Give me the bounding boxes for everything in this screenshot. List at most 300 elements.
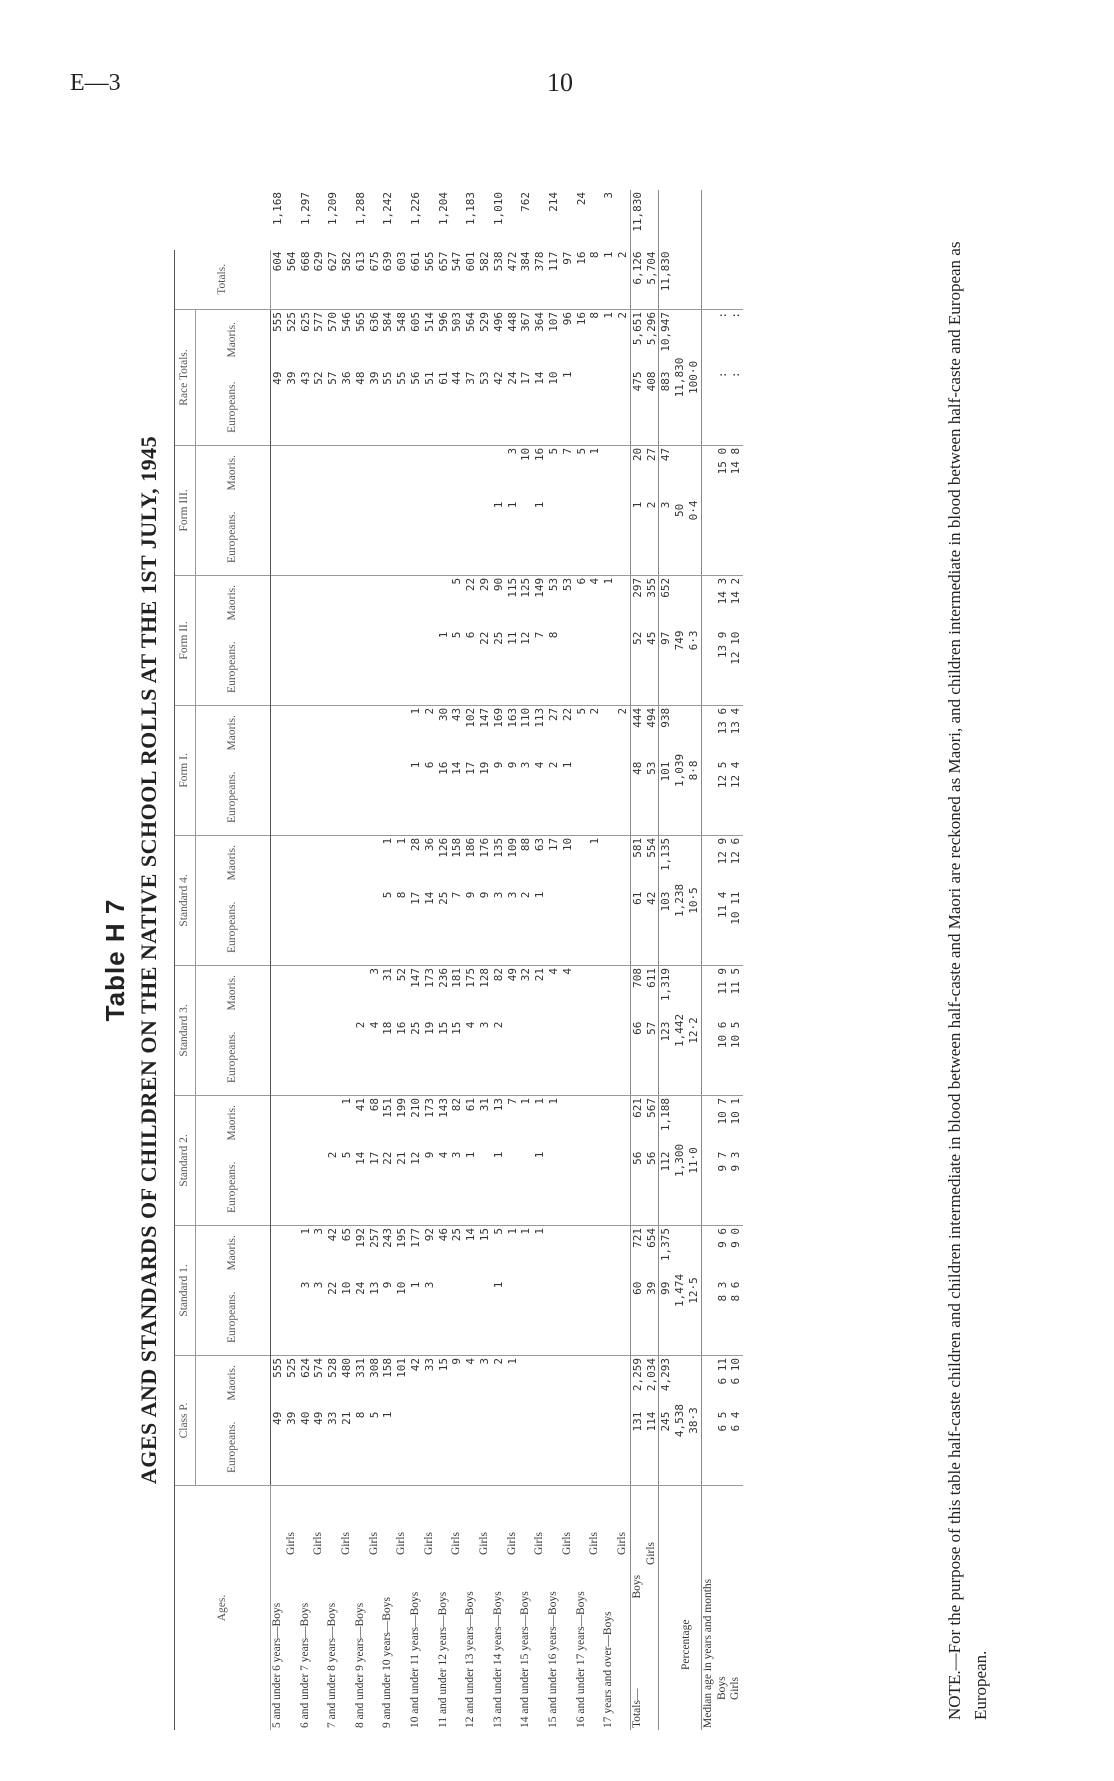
table-cell: 577 [312,312,326,332]
table-cell: 243 [381,1227,395,1248]
table-cell [326,1095,340,1149]
row-label: Girls [312,1532,325,1555]
table-cell [602,1095,616,1149]
table-cell: 16 [533,447,547,462]
table-cell [326,575,340,629]
table-cell: 611 [644,967,658,988]
table-cell: 6 [423,760,437,836]
table-cell [575,1280,589,1356]
table-cell [575,370,589,446]
table-row [299,190,313,1730]
table-cell [616,1095,630,1149]
table-cell: 11 4 [716,890,730,966]
table-cell: 5,296 [644,312,658,346]
table-cell: 14 8 [729,447,743,475]
table-cell: 2 [326,1150,340,1226]
table-cell: 1 [506,500,520,576]
table-cell: 12 [519,630,533,706]
table-cell: 6 10 [729,1357,743,1385]
table-cell: 5 [546,447,560,455]
row-label: 13 and under 14 years—Boys [491,1591,504,1728]
table-cell: 52 [312,370,326,446]
table-cell [450,190,464,250]
table-cell [464,500,478,576]
table-cell: 1 [533,1097,547,1105]
table-cell: 3 [312,1227,326,1235]
table-cell: 49 [505,967,519,982]
table-cell: 25 [409,1020,423,1096]
table-cell: 564 [464,312,478,332]
table-cell: 16 [395,1020,409,1096]
table-cell: 9 [450,1357,464,1365]
table-cell: 8 [395,890,409,966]
table-cell: 39 [285,1410,299,1486]
table-cell: 82 [450,1097,464,1112]
table-cell: 1 [588,837,602,845]
table-cell: 17 [519,370,533,446]
table-cell: 6 5 [716,1410,730,1486]
table-cell [575,835,589,889]
blank-cell [701,890,715,966]
table-cell: 624 [298,1357,312,1378]
table-cell: 883 [659,370,673,446]
table-cell [368,835,382,889]
table-cell: 0·4 [687,445,701,575]
table-cell [368,500,382,576]
table-cell: 176 [477,837,491,858]
row-label: 16 and under 17 years—Boys [574,1591,587,1728]
table-cell [616,370,630,446]
row-label: Girls [395,1532,408,1555]
sub-header: Europeans. [196,500,271,576]
table-cell: 3 [492,890,506,966]
table-cell [616,1410,630,1486]
table-cell: 13 4 [729,707,743,735]
table-cell: 36 [422,837,436,852]
table-cell: 5 [381,890,395,966]
table-cell: 82 [491,967,505,982]
table-cell: 749 [673,575,687,705]
table-cell: 5 [340,1150,354,1226]
table-cell [326,965,340,1019]
table-cell: 5 [450,630,464,706]
table-row [368,190,382,1730]
table-cell [616,1355,630,1409]
table-cell [299,575,313,629]
table-cell: 297 [630,575,644,629]
table-cell: 42 [408,1357,422,1372]
table-cell [616,190,630,250]
table-cell: 574 [312,1357,326,1378]
table-cell: 8 [547,630,561,706]
row-label: Girls [339,1532,352,1555]
table-cell [340,965,354,1019]
table-row [616,190,630,1730]
table-row [381,190,395,1730]
table-cell [602,445,616,499]
table-cell: 31 [381,967,395,982]
table-cell: 604 [271,250,285,310]
table-cell: 565 [423,250,437,310]
table-cell: 1 [561,760,575,836]
table-cell [312,445,326,499]
table-cell [464,445,478,499]
table-cell: 565 [353,312,367,332]
table-cell: 32 [519,967,533,982]
table-cell: 1 [339,1097,353,1105]
table-cell: 8 [588,312,602,319]
table-cell: 14 [464,1227,478,1242]
table-cell [271,1095,285,1149]
table-cell [506,1150,520,1226]
row-label: 14 and under 15 years—Boys [519,1591,532,1728]
table-row [492,190,506,1730]
blank-cell [701,575,715,629]
table-cell: 6 11 [715,1357,729,1385]
table-cell: 1,209 [326,192,340,226]
sub-header: Europeans. [196,760,271,836]
table-cell: 2 [615,312,629,319]
table-cell: 102 [464,707,478,728]
table-cell: 63 [533,837,547,852]
table-row [519,190,533,1730]
table-cell [588,890,602,966]
table-cell [368,190,382,250]
table-cell: 652 [659,575,673,629]
table-cell [368,760,382,836]
table-cell: 158 [381,1357,395,1378]
table-cell [602,1020,616,1096]
table-cell [340,890,354,966]
table-cell: 65 [339,1227,353,1242]
table-row [423,190,437,1730]
table-cell: 236 [436,967,450,988]
table-cell [547,1280,561,1356]
table-cell [285,630,299,706]
table-cell [506,1410,520,1486]
table-cell [716,250,730,310]
table-cell: 14 3 [715,577,729,605]
table-cell [561,1095,575,1149]
table-cell: 11 5 [729,967,743,995]
sub-header: Europeans. [196,1280,271,1356]
table-cell: 1 [409,1280,423,1356]
sub-header: Maoris. [196,445,271,499]
table-cell [271,965,285,1019]
table-cell [547,1355,561,1409]
table-cell [519,1020,533,1096]
table-cell: 4 [464,1357,478,1365]
table-cell: 114 [645,1410,659,1486]
table-cell: 1,188 [659,1095,673,1149]
sub-header: Maoris. [196,1355,271,1409]
table-cell: 2 [547,760,561,836]
table-cell: 1,375 [659,1225,673,1279]
table-row [588,190,602,1730]
table-cell [478,445,492,499]
table-cell [395,500,409,576]
table-cell: 5 [574,447,588,455]
table-cell: 109 [505,837,519,858]
table-cell: 11·0 [687,1095,701,1225]
table-cell: 128 [477,967,491,988]
table-cell [492,445,506,499]
table-cell [533,1410,547,1486]
table-cell [588,370,602,446]
table-cell: 3 [505,447,519,455]
table-cell: 4 [437,1150,451,1226]
table-cell: 126 [436,837,450,858]
blank-cell [701,835,715,889]
row-label: Girls [729,1677,742,1700]
table-cell: 1 [602,577,616,585]
table-cell [602,1225,616,1279]
table-cell: 364 [533,312,547,332]
table-cell: 5 [574,707,588,715]
table-cell [561,630,575,706]
table-cell: 10 [395,1280,409,1356]
table-cell: 53 [560,577,574,592]
table-cell [271,1150,285,1226]
table-cell [506,1020,520,1096]
table-cell [588,190,602,250]
table-cell [547,890,561,966]
table-cell: 29 [477,577,491,592]
table-cell: 6 4 [729,1410,743,1486]
table-cell [326,760,340,836]
table-cell: 25 [450,1227,464,1242]
table-cell: 10 [340,1280,354,1356]
table-row [533,190,547,1730]
table-cell: 10 5 [729,1020,743,1096]
table-cell: 1 [505,1357,519,1365]
table-cell [478,500,492,576]
table-cell [271,760,285,836]
table-cell [575,1095,589,1149]
table-cell: 12 6 [729,837,743,865]
table-cell: 92 [422,1227,436,1242]
table-cell: 9 [464,890,478,966]
table-cell [326,630,340,706]
table-cell: 17 [546,837,560,852]
table-row [547,190,561,1730]
table-cell [561,1410,575,1486]
table-cell: 5,651 [630,310,644,370]
table-cell: 10 1 [729,1097,743,1125]
table-cell: 47 [659,445,673,499]
table-cell: 1,288 [353,192,367,226]
table-cell [395,630,409,706]
table-cell: 2 [519,890,533,966]
table-cell: 100·0 [687,310,701,446]
blank-cell [701,1095,715,1149]
table-cell: 762 [519,192,533,212]
blank-cell [701,705,715,759]
table-cell: 7 [560,447,574,455]
table-cell: 4 [368,1020,382,1096]
table-cell: 39 [645,1280,659,1356]
table-cell: 2 [588,707,602,715]
table-cell: 8·8 [687,705,701,835]
table-cell [312,500,326,576]
table-cell [687,190,701,310]
table-cell: 1,242 [381,192,395,226]
table-cell [673,190,687,310]
table-cell: 12 [409,1150,423,1226]
blank-cell [701,190,715,250]
table-cell: 17 [368,1150,382,1226]
table-row [271,190,285,1730]
table-cell: 22 [560,707,574,722]
table-cell [285,705,299,759]
table-cell: 4,538 [673,1355,687,1485]
table-cell [533,1280,547,1356]
table-row [326,190,340,1730]
table-cell: 1,204 [436,192,450,226]
table-cell: 5,704 [645,250,659,310]
table-cell: 603 [395,250,409,310]
table-cell: 51 [423,370,437,446]
row-label: 9 and under 10 years—Boys [381,1597,394,1728]
table-cell: 257 [367,1227,381,1248]
table-cell: 113 [533,707,547,728]
table-cell [588,1355,602,1409]
blank-cell [701,1280,715,1356]
table-cell [299,500,313,576]
table-cell [602,1150,616,1226]
blank-cell [701,1410,715,1486]
table-cell [395,760,409,836]
table-cell [602,500,616,576]
table-cell [602,1280,616,1356]
table-cell [729,250,743,310]
table-cell [478,1150,492,1226]
table-cell [423,445,437,499]
table-cell [519,1410,533,1486]
row-label: Girls [533,1532,546,1555]
table-cell [340,835,354,889]
group-header: Form III. [175,445,196,575]
table-cell: 60 [630,1280,644,1356]
table-cell: 9 [478,890,492,966]
table-cell [381,575,395,629]
table-cell [602,965,616,1019]
table-cell: 2 [491,1357,505,1365]
table-cell: 101 [659,760,673,836]
table-cell [326,705,340,759]
combined-row [673,190,687,1730]
table-cell: 1,226 [408,192,422,226]
table-cell [368,705,382,759]
table-cell [588,1020,602,1096]
table-cell [299,965,313,1019]
table-cell: 147 [477,707,491,728]
table-cell: 117 [547,250,561,310]
table-cell [423,1410,437,1486]
blank-cell [701,370,715,446]
table-cell [506,1280,520,1356]
table-cell: 99 [659,1280,673,1356]
rotated-table-block [100,180,1100,1740]
table-cell: 639 [381,250,395,310]
table-cell [547,1410,561,1486]
table-cell: 135 [491,837,505,858]
table-cell: 10 [560,837,574,852]
table-cell: 1 [437,630,451,706]
table-cell: 472 [506,250,520,310]
table-cell: 636 [367,312,381,332]
table-cell: 1,135 [659,835,673,889]
table-cell [354,835,368,889]
table-cell: 53 [478,370,492,446]
table-cell: 19 [478,760,492,836]
table-cell: 15 [477,1227,491,1242]
row-label: 8 and under 9 years—Boys [353,1602,366,1728]
table-cell [533,1355,547,1409]
table-row [450,190,464,1730]
table-cell: 546 [339,312,353,332]
table-cell: 1,010 [491,192,505,226]
blank-cell [701,1225,715,1279]
table-cell [561,190,575,250]
table-cell: 45 [645,630,659,706]
table-cell: 11 9 [715,967,729,995]
table-cell [285,1280,299,1356]
table-cell [575,1150,589,1226]
table-cell: 1 [381,1410,395,1486]
table-cell [299,1020,313,1096]
table-cell [478,190,492,250]
table-cell [616,575,630,629]
table-cell [616,445,630,499]
table-cell: 5 [368,1410,382,1486]
table-cell [575,630,589,706]
table-cell: 1 [602,312,616,319]
table-cell [368,575,382,629]
table-cell [299,890,313,966]
table-cell [340,445,354,499]
row-label: Girls [450,1532,463,1555]
sub-header: Maoris. [196,310,271,370]
table-cell: 629 [312,250,326,310]
table-cell: 245 [659,1410,673,1486]
table-cell [602,630,616,706]
table-cell [381,705,395,759]
table-cell: 10 [519,447,533,462]
table-cell: 3 [519,760,533,836]
table-cell [340,575,354,629]
table-cell: 525 [284,312,298,332]
table-cell: 103 [659,890,673,966]
table-cell [616,760,630,836]
median-label-row [701,190,715,1730]
table-cell [299,1095,313,1149]
group-header: Class P. [175,1355,196,1485]
table-cell: 1,319 [659,965,673,1019]
table-cell [575,1225,589,1279]
table-cell: 49 [312,1410,326,1486]
table-cell: 4,293 [659,1355,673,1409]
table-cell: 13 [368,1280,382,1356]
table-cell: 40 [299,1410,313,1486]
table-cell: 11,830 [673,310,687,446]
table-cell [561,1225,575,1279]
table-cell: 308 [367,1357,381,1378]
table-cell: 1,300 [673,1095,687,1225]
table-cell [285,965,299,1019]
table-cell: 1,183 [464,192,478,226]
table-cell: 195 [395,1227,409,1248]
